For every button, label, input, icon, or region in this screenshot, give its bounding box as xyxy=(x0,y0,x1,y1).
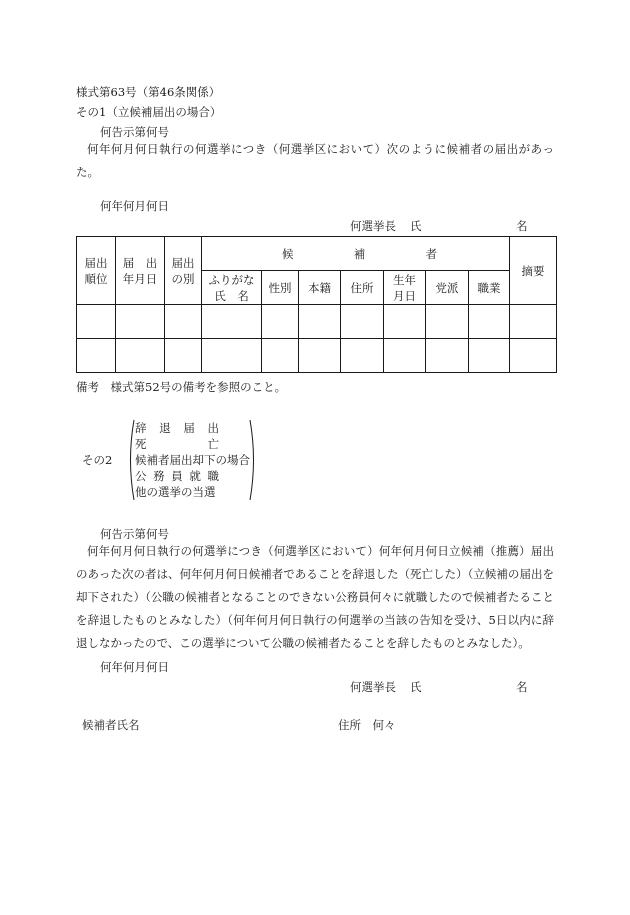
header-sex: 性別 xyxy=(262,271,299,305)
header-candidate: 候 補 者 xyxy=(202,237,510,271)
notice2-signer-name-first: 氏 xyxy=(410,680,422,694)
option-public-servant: 公 務 員 就 職 xyxy=(135,469,219,483)
table-row xyxy=(77,339,557,373)
candidate-address-label: 住所 何々 xyxy=(338,718,396,732)
candidate-table xyxy=(76,236,557,373)
header-birthdate: 生年 月日 xyxy=(384,271,426,305)
part2-options-group xyxy=(127,418,257,502)
header-occupation: 職業 xyxy=(469,271,510,305)
table-row xyxy=(77,305,557,339)
remarks-note: 備考 様式第52号の備考を参照のこと。 xyxy=(76,380,287,394)
header-filing-date: 届 出 年月日 xyxy=(116,237,165,305)
notice-number: 何告示第何号 xyxy=(100,125,169,139)
header-address: 住所 xyxy=(341,271,384,305)
option-death: 死 亡 xyxy=(135,437,219,451)
header-remarks: 摘要 xyxy=(510,237,557,305)
header-furigana-name: ふりがな 氏 名 xyxy=(202,271,262,305)
part1-label: その1（立候補届出の場合） xyxy=(76,105,222,119)
signer-name-first: 氏 xyxy=(410,219,422,233)
notice2-paragraph: 何年何月何日執行の何選挙につき（何選挙区において）何年何月何日立候補（推薦）届出のあった次の者は、何年何月何日候補者であることを辞退した（死亡した）（立候補の届出を却下された）（公職の候補者となることのできない公務員何々に就職したので候補者たることを辞退したものとみなした）（何年何月何日執行の何選挙の当該の告知を受け、5日以内に辞退しなかったので、この選挙について公職の候補者たることを辞したものとみなした）。 xyxy=(76,544,554,650)
notice2-signer-title: 何選挙長 xyxy=(350,680,396,694)
signer-name-last: 名 xyxy=(516,219,528,233)
notice2-signer-name-last: 名 xyxy=(516,680,528,694)
header-filing-order: 届出 順位 xyxy=(77,237,116,305)
part2-label: その2 xyxy=(82,453,113,467)
header-party: 党派 xyxy=(426,271,469,305)
header-filing-type: 届出 の別 xyxy=(165,237,202,305)
notice2-number: 何告示第何号 xyxy=(100,527,169,541)
option-withdrawal: 辞 退 届 出 xyxy=(135,421,219,435)
option-rejected: 候補者届出却下の場合 xyxy=(135,453,250,467)
signer-title: 何選挙長 xyxy=(350,219,396,233)
header-honseki: 本籍 xyxy=(299,271,341,305)
notice2-date: 何年何月何日 xyxy=(100,660,169,674)
option-other-election: 他の選挙の当選 xyxy=(135,485,216,499)
intro-paragraph: 何年何月何日執行の何選挙につき（何選挙区において）次のように候補者の届出があった。 xyxy=(76,142,554,179)
notice-date: 何年何月何日 xyxy=(100,199,169,213)
candidate-name-label: 候補者氏名 xyxy=(82,718,140,732)
form-title: 様式第63号（第46条関係） xyxy=(76,85,221,99)
